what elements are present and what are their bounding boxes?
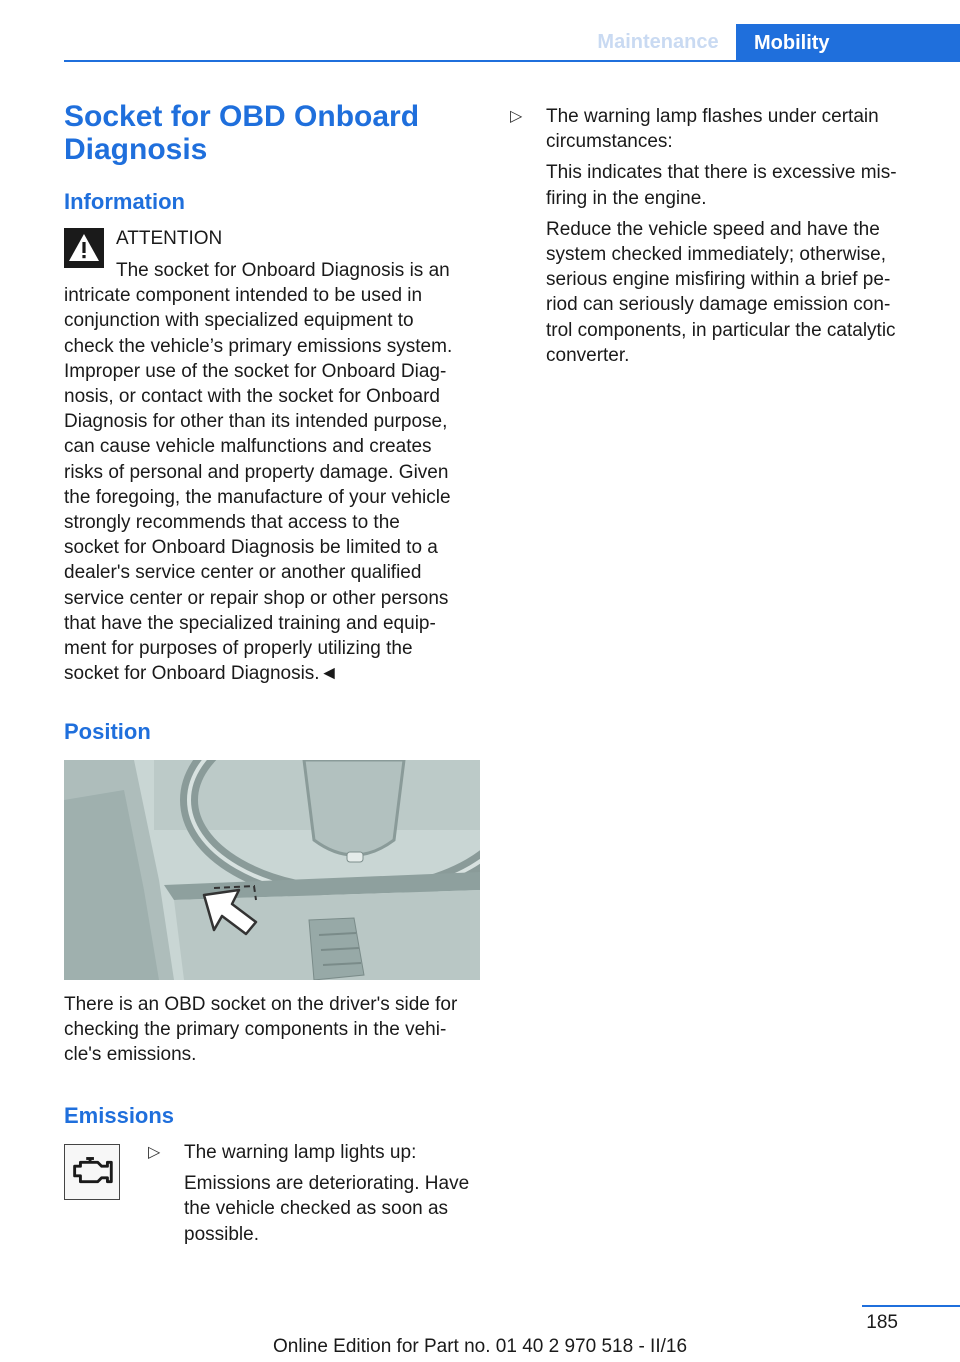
list-item-line: serious engine misfiring within a brief pe‐	[546, 269, 891, 291]
list-item-line: Reduce the vehicle speed and have the	[546, 218, 880, 240]
edition-footer: Online Edition for Part no. 01 40 2 970 518 - II/16	[272, 1336, 688, 1357]
list-item-line: trol components, in particular the catalytic	[546, 319, 896, 341]
attention-line: service center or repair shop or other persons	[64, 587, 449, 609]
engine-check-icon	[64, 1144, 120, 1200]
attention-line: conjunction with specialized equipment to	[64, 310, 414, 332]
position-line: There is an OBD socket on the driver's side for	[64, 994, 458, 1015]
title-line-1: Socket for OBD Onboard	[64, 100, 420, 133]
attention-line: ment for purposes of properly utilizing the	[64, 638, 413, 660]
header-rule	[64, 60, 960, 62]
list-item-lead: The warning lamp flashes under certain	[546, 106, 879, 127]
list-item-line: firing in the engine.	[546, 187, 707, 209]
tab-mobility[interactable]: Mobility	[736, 24, 960, 62]
left-column	[64, 100, 480, 1245]
attention-text	[64, 258, 480, 686]
list-item	[510, 104, 920, 368]
right-column	[510, 104, 920, 368]
attention-line: nosis, or contact with the socket for Onboard	[64, 386, 440, 408]
attention-line: socket for Onboard Diagnosis be limited to a	[64, 537, 438, 559]
attention-line: socket for Onboard Diagnosis.◄	[64, 663, 339, 685]
list-item-line: This indicates that there is excessive mis‐	[546, 162, 897, 184]
position-line: checking the primary components in the vehi‐	[64, 1019, 447, 1041]
attention-line: strongly recommends that access to the	[64, 512, 400, 534]
bullet-arrow-icon: ▷	[148, 1144, 161, 1161]
attention-line: intricate component intended to be used in	[64, 285, 423, 307]
list-item-line: converter.	[546, 344, 630, 366]
position-heading: Position	[64, 719, 151, 744]
position-line: cle's emissions.	[64, 1044, 197, 1066]
attention-line: that have the specialized training and equip‐	[64, 612, 436, 634]
attention-line: dealer's service center or another qualified	[64, 562, 422, 584]
page-title	[64, 100, 480, 166]
title-line-2: Diagnosis	[64, 133, 208, 166]
emissions-heading: Emissions	[64, 1103, 175, 1128]
list-item-line: the vehicle checked as soon as	[184, 1198, 449, 1220]
attention-line: risks of personal and property damage. Given	[64, 461, 449, 483]
attention-line: Diagnosis for other than its intended purpose,	[64, 411, 448, 433]
emissions-list	[148, 1140, 478, 1247]
list-item-line: Emissions are deteriorating. Have	[184, 1173, 470, 1195]
tab-maintenance[interactable]: Maintenance	[597, 31, 719, 53]
list-item-lead: The warning lamp lights up:	[184, 1142, 417, 1163]
attention-line: the foregoing, the manufacture of your vehicle	[64, 486, 451, 508]
list-item-lead: circumstances:	[546, 131, 673, 153]
list-item-line: possible.	[184, 1223, 259, 1245]
attention-line: check the vehicle’s primary emissions system.	[64, 335, 453, 357]
attention-line: Improper use of the socket for Onboard Diag‐	[64, 360, 447, 382]
list-item-line: riod can seriously damage emission con‐	[546, 294, 891, 316]
position-text	[64, 992, 480, 1068]
obd-socket-illustration	[64, 760, 480, 980]
attention-line: can cause vehicle malfunctions and creates	[64, 436, 432, 458]
page-number: 185	[866, 1312, 898, 1333]
list-item	[148, 1140, 478, 1247]
information-heading: Information	[64, 189, 185, 214]
attention-label: ATTENTION	[116, 228, 223, 249]
footer-rule	[862, 1305, 960, 1307]
list-item-line: system checked immediately; otherwise,	[546, 244, 887, 266]
bullet-arrow-icon: ▷	[510, 108, 523, 125]
attention-line: The socket for Onboard Diagnosis is an	[116, 260, 450, 281]
